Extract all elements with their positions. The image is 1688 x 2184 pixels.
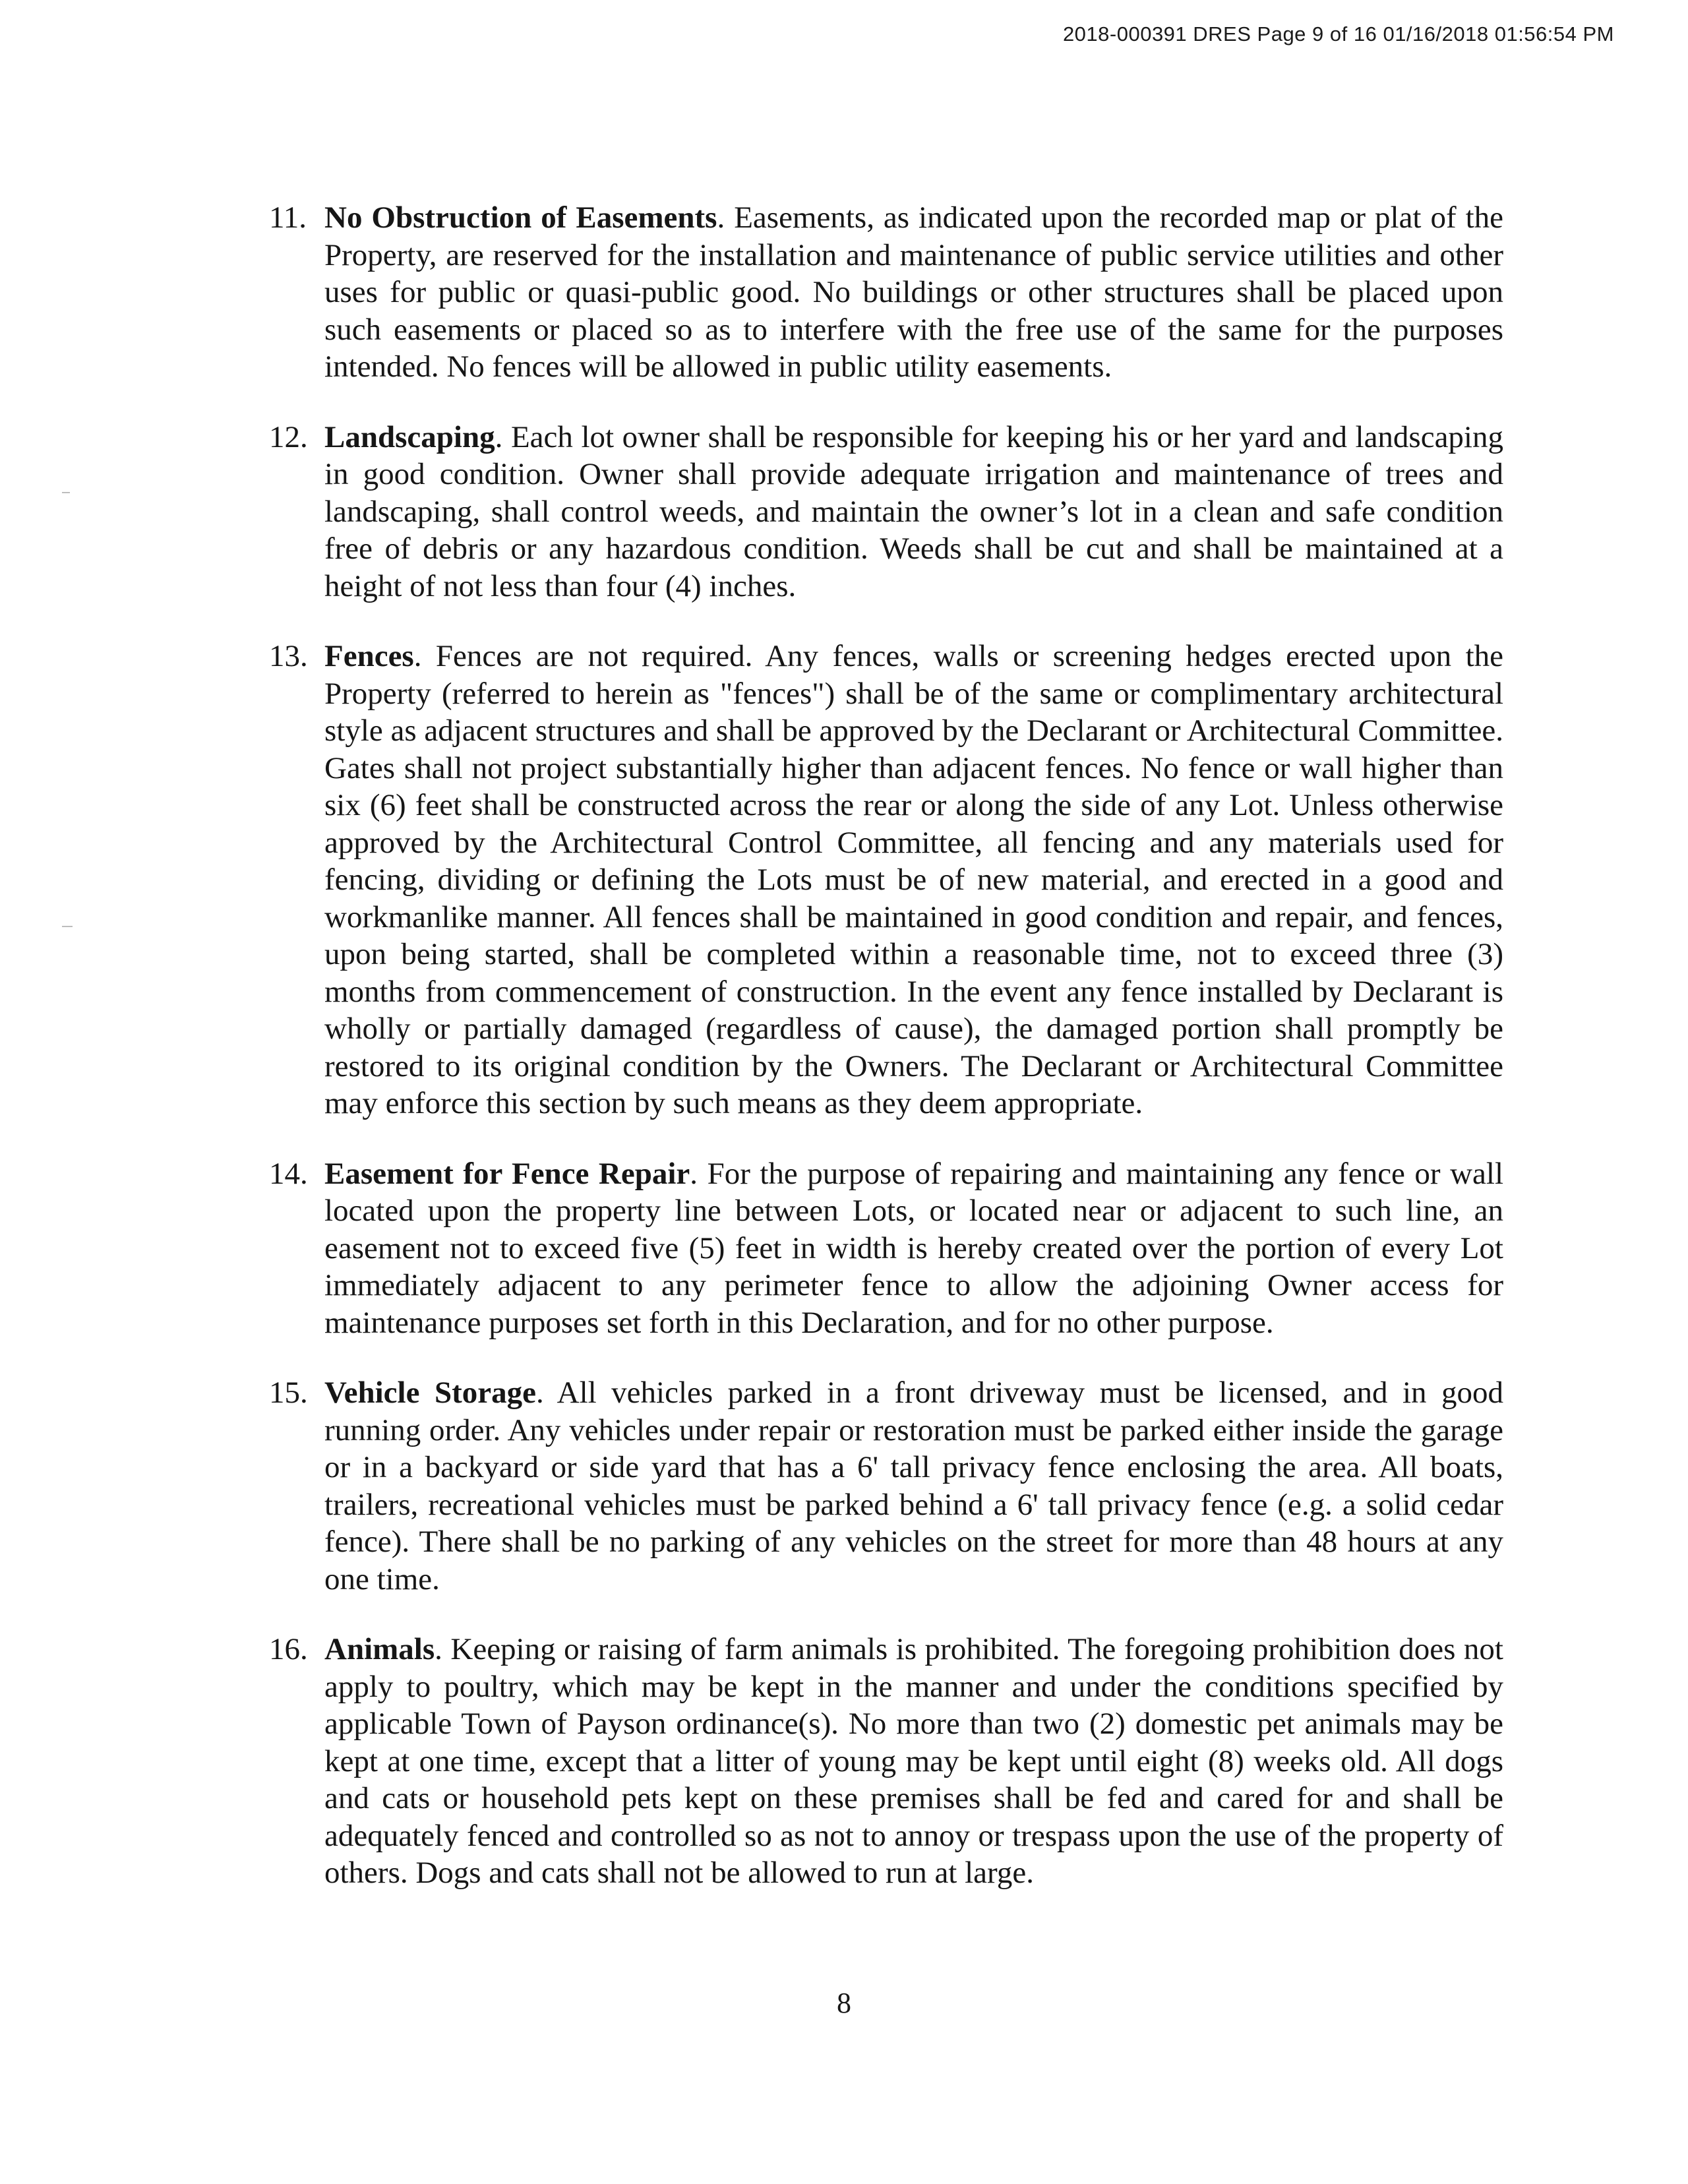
section-16: 16. Animals. Keeping or raising of farm animals is prohibited. The foregoing prohibition does not apply to poultry, which may be kept in the manner and under the conditions specified by applicable Town of Payson ordinance(s). No more than two (2) domestic pet animals may be kept at one time, except that a litter of young may be kept until eight (8) weeks old. All dogs and cats or household pets kept on these premises shall be fed and cared for and shall be adequately fenced and controlled so as not to annoy or trespass upon the use of the property of others. Dogs and cats shall not be allowed to run at large. [269,1632,1503,1890]
section-heading: Animals [324,1632,435,1666]
section-14: 14. Easement for Fence Repair. For the purpose of repairing and maintaining any fence or wall located upon the property line between Lots, or located near or adjacent to such line, an easement not to exceed five (5) feet in width is hereby created over the portion of every Lot immediately adjacent to any perimeter fence to allow the adjoining Owner access for maintenance purposes set forth in this Declaration, and for no other purpose. [269,1156,1504,1340]
page-number: 8 [837,1987,851,2019]
section-number: 13. [269,639,308,673]
section-number: 16. [269,1632,308,1666]
section-number: 15. [269,1376,308,1410]
section-body: Each lot owner shall be responsible for keeping his or her yard and landscaping in good condition. Owner shall provide adequate irrigation and maintenance of trees and landscaping, shall control weeds, and maintain the owner’s lot in a clean and safe condition free of debris or any hazardous condition. Weeds shall be cut and shall be maintained at a height of not less than four (4) inches. [324,419,1503,603]
section-heading: Easement for Fence Repair [324,1156,690,1191]
margin-scan-mark [62,492,70,493]
section-body: Fences are not required. Any fences, walls or screening hedges erected upon the Property (referred to herein as "fences") shall be of the same or complimentary architectural style as adjacent structures and shall be approved by the Declarant or Architectural Committee. Gates shall not project substantially higher than adjacent fences. No fence or wall higher than six (6) feet shall be constructed across the rear or along the side of any Lot. Unless otherwise approved by the Architectural Control Committee, all fencing and any materials used for fencing, dividing or defining the Lots must be of new material, and erected in a good and workmanlike manner. All fences shall be maintained in good condition and repair, and fences, upon being started, shall be completed within a reasonable time, not to exceed three (3) months from commencement of construction. In the event any fence installed by Declarant is wholly or partially damaged (regardless of cause), the damaged portion shall promptly be restored to its original condition by the Owners. The Declarant or Architectural Committee may enforce this section by such means as they deem appropriate. [324,639,1503,1120]
section-heading: Vehicle Storage [324,1376,536,1410]
section-number: 11. [269,200,307,235]
section-number: 14. [269,1156,308,1191]
section-heading: Landscaping [324,419,495,454]
section-11: 11. No Obstruction of Easements. Easements, as indicated upon the recorded map or plat of the Property, are reserved for the installation and maintenance of public service utilities and other uses for public or quasi-public good. No buildings or other structures shall be placed upon such easements or placed so as to interfere with the free use of the same for the purposes intended. No fences will be allowed in public utility easements. [269,200,1504,384]
section-body: For the purpose of repairing and maintaining any fence or wall located upon the property line between Lots, or located near or adjacent to such line, an easement not to exceed five (5) feet in width is hereby created over the portion of every Lot immediately adjacent to any perimeter fence to allow the adjoining Owner access for maintenance purposes set forth in this Declaration, and for no other purpose. [324,1156,1504,1340]
section-number: 12. [269,419,308,454]
section-body: Keeping or raising of farm animals is prohibited. The foregoing prohibition does not apply to poultry, which may be kept in the manner and under the conditions specified by applicable Town of Payson ordinance(s). No more than two (2) domestic pet animals may be kept at one time, except that a litter of young may be kept until eight (8) weeks old. All dogs and cats or household pets kept on these premises shall be fed and cared for and shall be adequately fenced and controlled so as not to annoy or trespass upon the use of the property of others. Dogs and cats shall not be allowed to run at large. [324,1632,1503,1890]
recording-stamp: 2018-000391 DRES Page 9 of 16 01/16/2018 01:56:54 PM [1062,22,1614,46]
section-12: 12. Landscaping. Each lot owner shall be responsible for keeping his or her yard and landscaping in good condition. Owner shall provide adequate irrigation and maintenance of trees and landscaping, shall control weeds, and maintain the owner’s lot in a clean and safe condition free of debris or any hazardous condition. Weeds shall be cut and shall be maintained at a height of not less than four (4) inches. [269,419,1503,603]
document-body [269,199,1503,1925]
section-body: All vehicles parked in a front driveway must be licensed, and in good running order. Any vehicles under repair or restoration must be parked either inside the garage or in a backyard or side yard that has a 6' tall privacy fence enclosing the area. All boats, trailers, recreational vehicles must be parked behind a 6' tall privacy fence (e.g. a solid cedar fence). There shall be no parking of any vehicles on the street for more than 48 hours at any one time. [324,1376,1503,1596]
margin-scan-mark [62,926,73,927]
section-body: Easements, as indicated upon the recorded map or plat of the Property, are reserved for the installation and maintenance of public service utilities and other uses for public or quasi-public good. No buildings or other structures shall be placed upon such easements or placed so as to interfere with the free use of the same for the purposes intended. No fences will be allowed in public utility easements. [324,200,1504,384]
section-heading: Fences [324,639,414,673]
section-15: 15. Vehicle Storage. All vehicles parked in a front driveway must be licensed, and in good running order. Any vehicles under repair or restoration must be parked either inside the garage or in a backyard or side yard that has a 6' tall privacy fence enclosing the area. All boats, trailers, recreational vehicles must be parked behind a 6' tall privacy fence (e.g. a solid cedar fence). There shall be no parking of any vehicles on the street for more than 48 hours at any one time. [269,1376,1503,1596]
section-13: 13. Fences. Fences are not required. Any fences, walls or screening hedges erected upon the Property (referred to herein as "fences") shall be of the same or complimentary architectural style as adjacent structures and shall be approved by the Declarant or Architectural Committee. Gates shall not project substantially higher than adjacent fences. No fence or wall higher than six (6) feet shall be constructed across the rear or along the side of any Lot. Unless otherwise approved by the Architectural Control Committee, all fencing and any materials used for fencing, dividing or defining the Lots must be of new material, and erected in a good and workmanlike manner. All fences shall be maintained in good condition and repair, and fences, upon being started, shall be completed within a reasonable time, not to exceed three (3) months from commencement of construction. In the event any fence installed by Declarant is wholly or partially damaged (regardless of cause), the damaged portion shall promptly be restored to its original condition by the Owners. The Declarant or Architectural Committee may enforce this section by such means as they deem appropriate. [269,639,1503,1120]
section-heading: No Obstruction of Easements [324,200,717,235]
